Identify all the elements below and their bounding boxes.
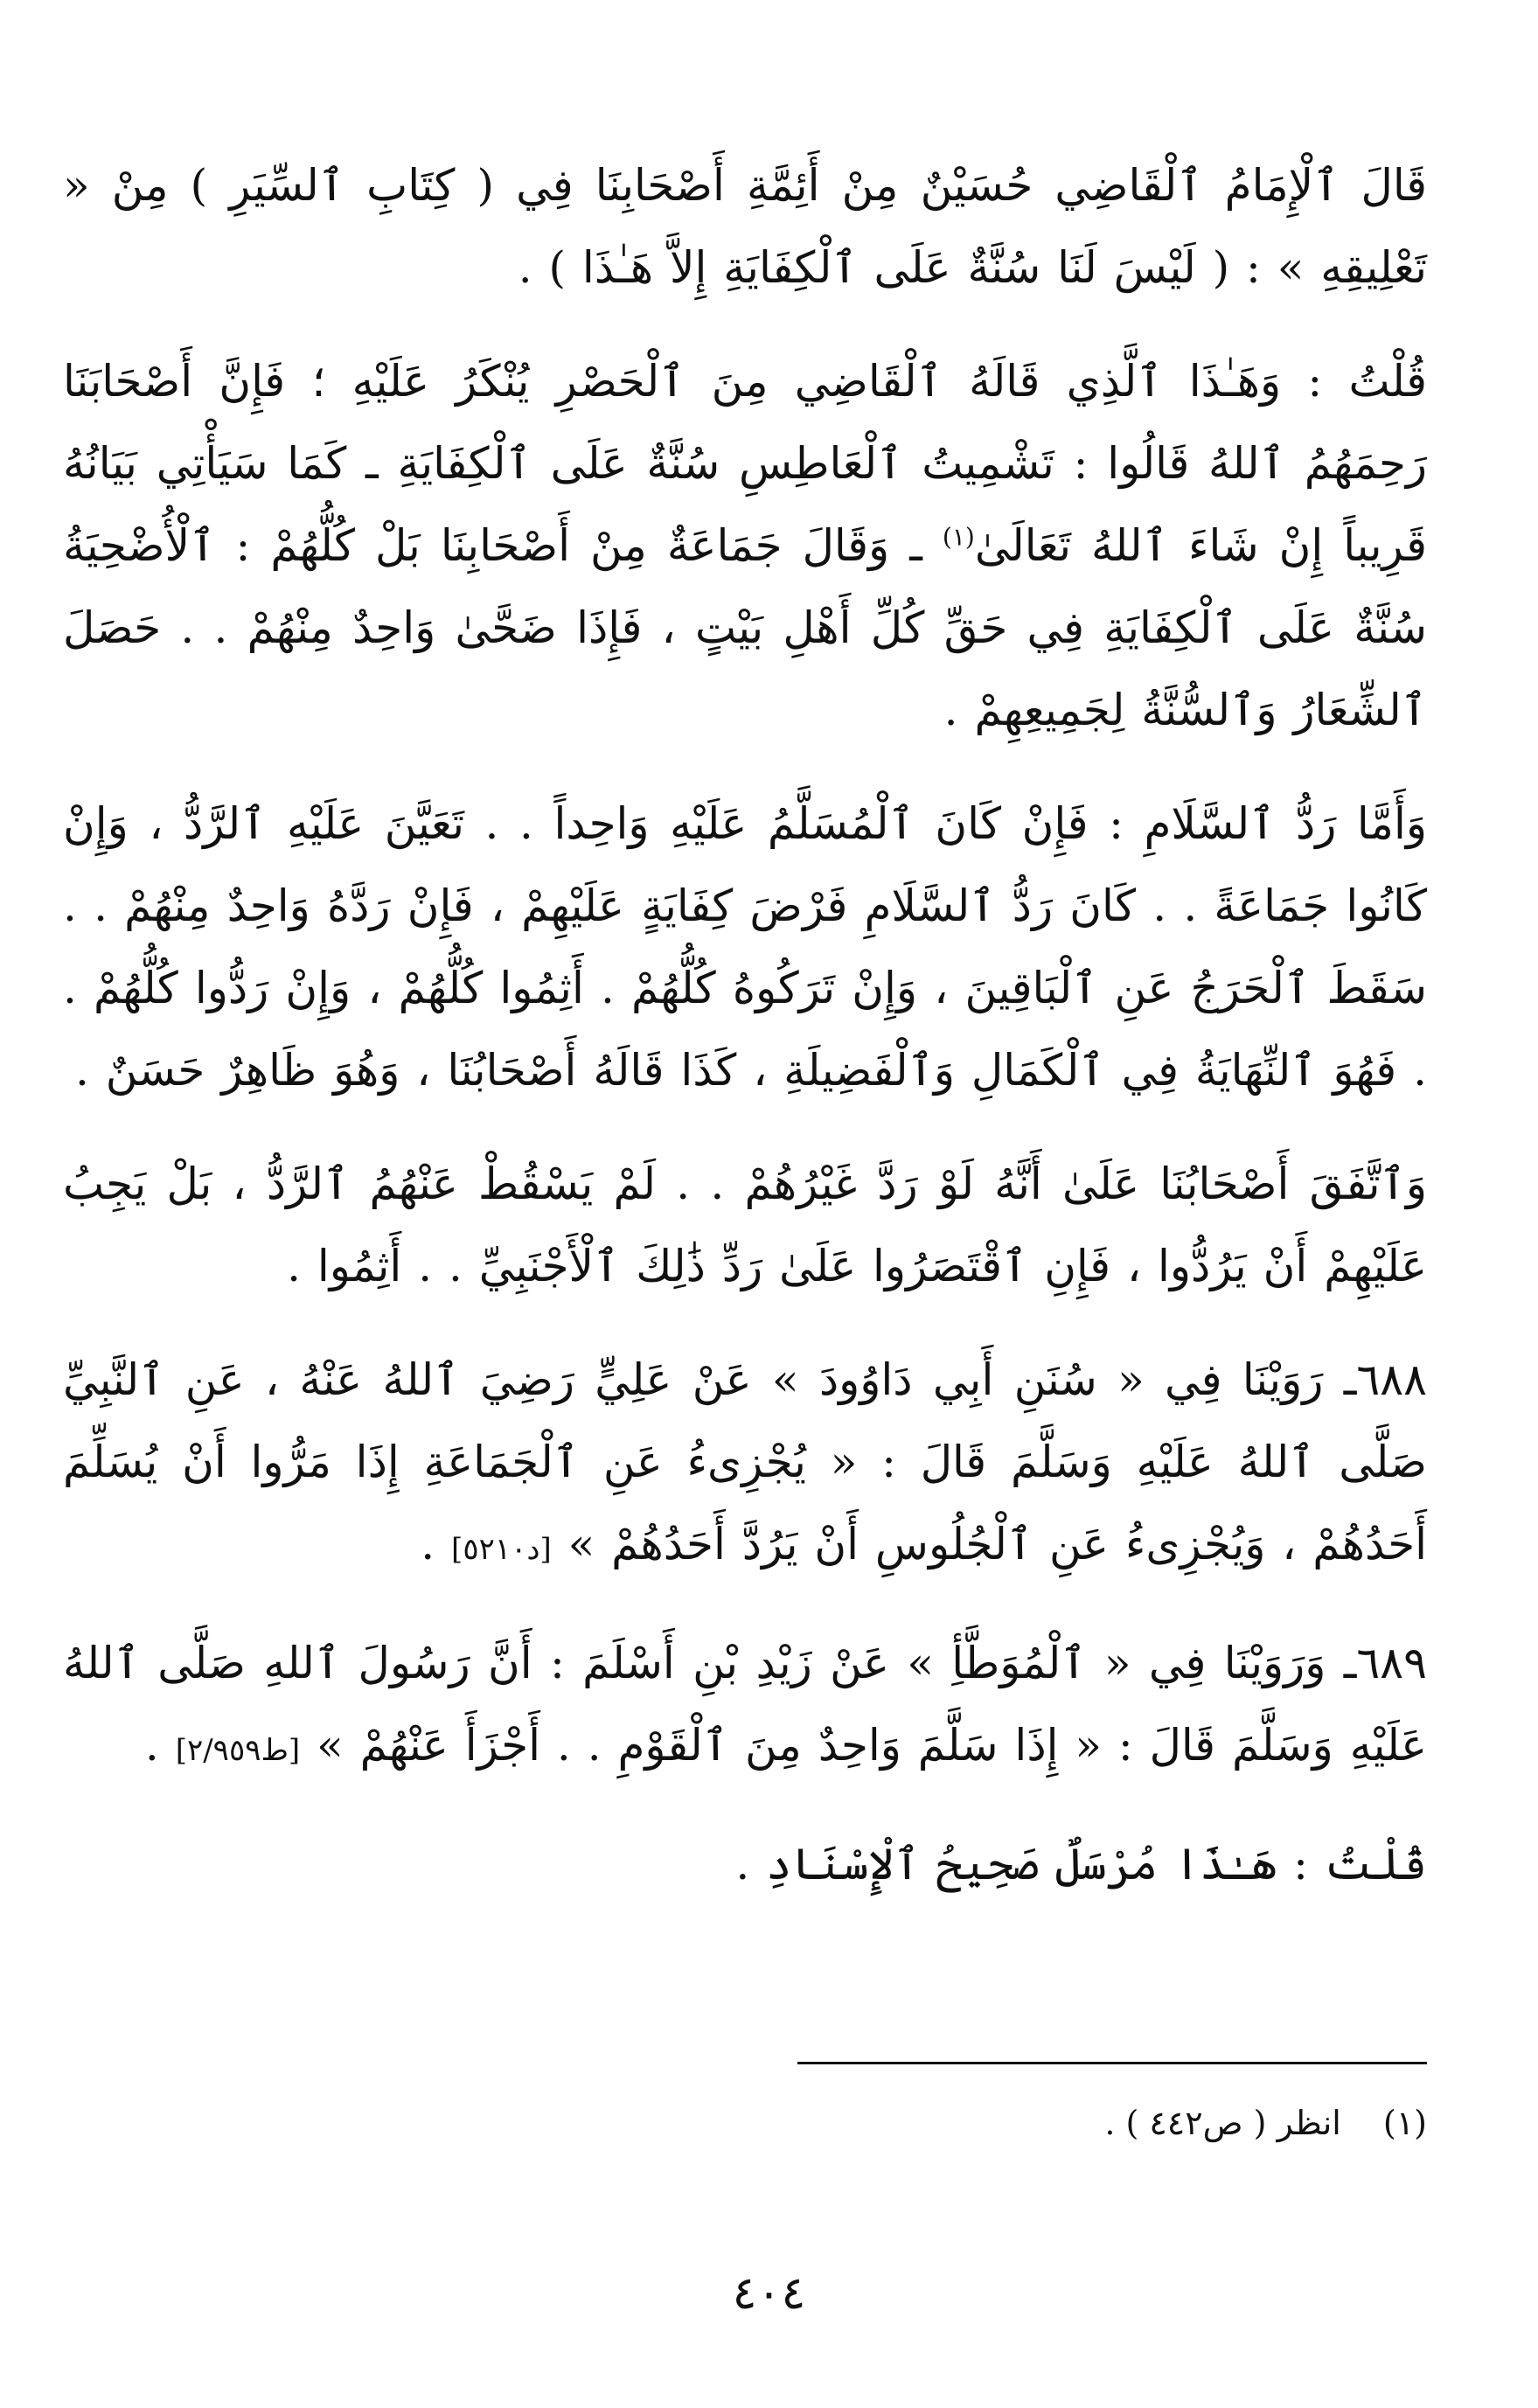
page-body: [63, 144, 1427, 1937]
period: .: [144, 1720, 176, 1771]
footnote-reference[interactable]: (١): [942, 522, 975, 552]
paragraph-text: وَأَمَّا رَدُّ ٱلسَّلَامِ : فَإِنْ كَانَ ٱلْمُسَلَّمُ عَلَيْهِ وَاحِداً . . تَعَيَّنَ عَلَيْهِ ٱلرَّدُّ ، وَإِنْ كَانُوا جَمَاعَةً . . كَانَ رَدُّ ٱلسَّلَامِ فَرْضَ كِفَايَةٍ عَلَيْهِمْ ، فَإِنْ رَدَّهُ وَاحِدٌ مِنْهُمْ . . سَقَطَ ٱلْحَرَجُ عَنِ ٱلْبَاقِينَ ، وَإِنْ تَرَكُوهُ كُلُّهُمْ . أَثِمُوا كُلُّهُمْ ، وَإِنْ رَدُّوا كُلُّهُمْ . . فَهُوَ ٱلنِّهَايَةُ فِي ٱلْكَمَالِ وَٱلْفَضِيلَةِ ، كَذَا قَالَهُ أَصْحَابُنَا ، وَهُوَ ظَاهِرٌ حَسَنٌ .: [63, 798, 1427, 1096]
paragraph-qadi-husayn: [63, 144, 1427, 309]
paragraph-text: قُلْتُ : هَـٰذَا مُرْسَلٌ صَحِيحُ ٱلْإِسْنَادِ .: [735, 1839, 1427, 1890]
source-reference: [د٥٢١٠]: [451, 1532, 552, 1567]
paragraph-radd-salam: [63, 783, 1427, 1111]
footnote-divider: [797, 2062, 1427, 2064]
paragraph-text: قَالَ ٱلْإِمَامُ ٱلْقَاضِي حُسَيْنٌ مِنْ أَئِمَّةِ أَصْحَابِنَا فِي ( كِتَابِ ٱلسِّيَرِ ) مِنْ « تَعْلِيقِهِ » : ( لَيْسَ لَنَا سُنَّةٌ عَلَى ٱلْكِفَايَةِ إِلاَّ هَـٰذَا ) .: [63, 160, 1427, 293]
source-reference: [ط٢/٩٥٩]: [175, 1733, 301, 1768]
paragraph-text: قُلْتُ : وَهَـٰذَا ٱلَّذِي قَالَهُ ٱلْقَاضِي مِنَ ٱلْحَصْرِ يُنْكَرُ عَلَيْهِ ؛ فَإِنَّ أَصْحَابَنَا رَحِمَهُمُ ٱللهُ قَالُوا : تَشْمِيتُ ٱلْعَاطِسِ سُنَّةٌ عَلَى ٱلْكِفَايَةِ ـ كَمَا سَيَأْتِي بَيَانُهُ قَرِيباً إِنْ شَاءَ ٱللهُ تَعَالَىٰ: [63, 356, 1427, 571]
footnote: [640, 2098, 1427, 2147]
page-number: ٤٠٤: [732, 2267, 806, 2320]
paragraph-text: ـ وَقَالَ جَمَاعَةٌ مِنْ أَصْحَابِنَا بَلْ كُلُّهُمْ : ٱلْأُضْحِيَةُ سُنَّةٌ عَلَى ٱلْكِفَايَةِ فِي حَقِّ كُلِّ أَهْلِ بَيْتٍ ، فَإِذَا ضَحَّىٰ وَاحِدٌ مِنْهُمْ . . حَصَلَ ٱلشِّعَارُ وَٱلسُّنَّةُ لِجَمِيعِهِمْ .: [63, 520, 1427, 735]
paragraph-qultu-hasr: [63, 340, 1427, 751]
hadith-text: ٦٨٩ـ وَرَوَيْنَا فِي « ٱلْمُوَطَّأِ » عَنْ زَيْدِ بْنِ أَسْلَمَ : أَنَّ رَسُولَ ٱللهِ صَلَّى ٱللهُ عَلَيْهِ وَسَلَّمَ قَالَ : « إِذَا سَلَّمَ وَاحِدٌ مِنَ ٱلْقَوْمِ . . أَجْزَأَ عَنْهُمْ »: [63, 1638, 1427, 1771]
footnote-text: انظر ( ص٤٤٢ ) .: [1104, 2104, 1341, 2142]
hadith-text: ٦٨٨ـ رَوَيْنَا فِي « سُنَنِ أَبِي دَاوُودَ » عَنْ عَلِيٍّ رَضِيَ ٱللهُ عَنْهُ ، عَنِ ٱلنَّبِيِّ صَلَّى ٱللهُ عَلَيْهِ وَسَلَّمَ قَالَ : « يُجْزِىءُ عَنِ ٱلْجَمَاعَةِ إِذَا مَرُّوا أَنْ يُسَلِّمَ أَحَدُهُمْ ، وَيُجْزِىءُ عَنِ ٱلْجُلُوسِ أَنْ يَرُدَّ أَحَدُهُمْ »: [63, 1354, 1427, 1569]
period: .: [421, 1519, 452, 1569]
paragraph-mursal: [63, 1823, 1427, 1905]
footnote-number: (١): [1382, 2104, 1427, 2142]
hadith-689: [63, 1622, 1427, 1792]
paragraph-ittafaqa: [63, 1143, 1427, 1307]
hadith-688: [63, 1339, 1427, 1590]
paragraph-text: وَٱتَّفَقَ أَصْحَابُنَا عَلَىٰ أَنَّهُ لَوْ رَدَّ غَيْرُهُمْ . . لَمْ يَسْقُطْ عَنْهُمُ ٱلرَّدُّ ، بَلْ يَجِبُ عَلَيْهِمْ أَنْ يَرُدُّوا ، فَإِنِ ٱقْتَصَرُوا عَلَىٰ رَدِّ ذَٰلِكَ ٱلْأَجْنَبِيِّ . . أَثِمُوا .: [63, 1159, 1427, 1291]
